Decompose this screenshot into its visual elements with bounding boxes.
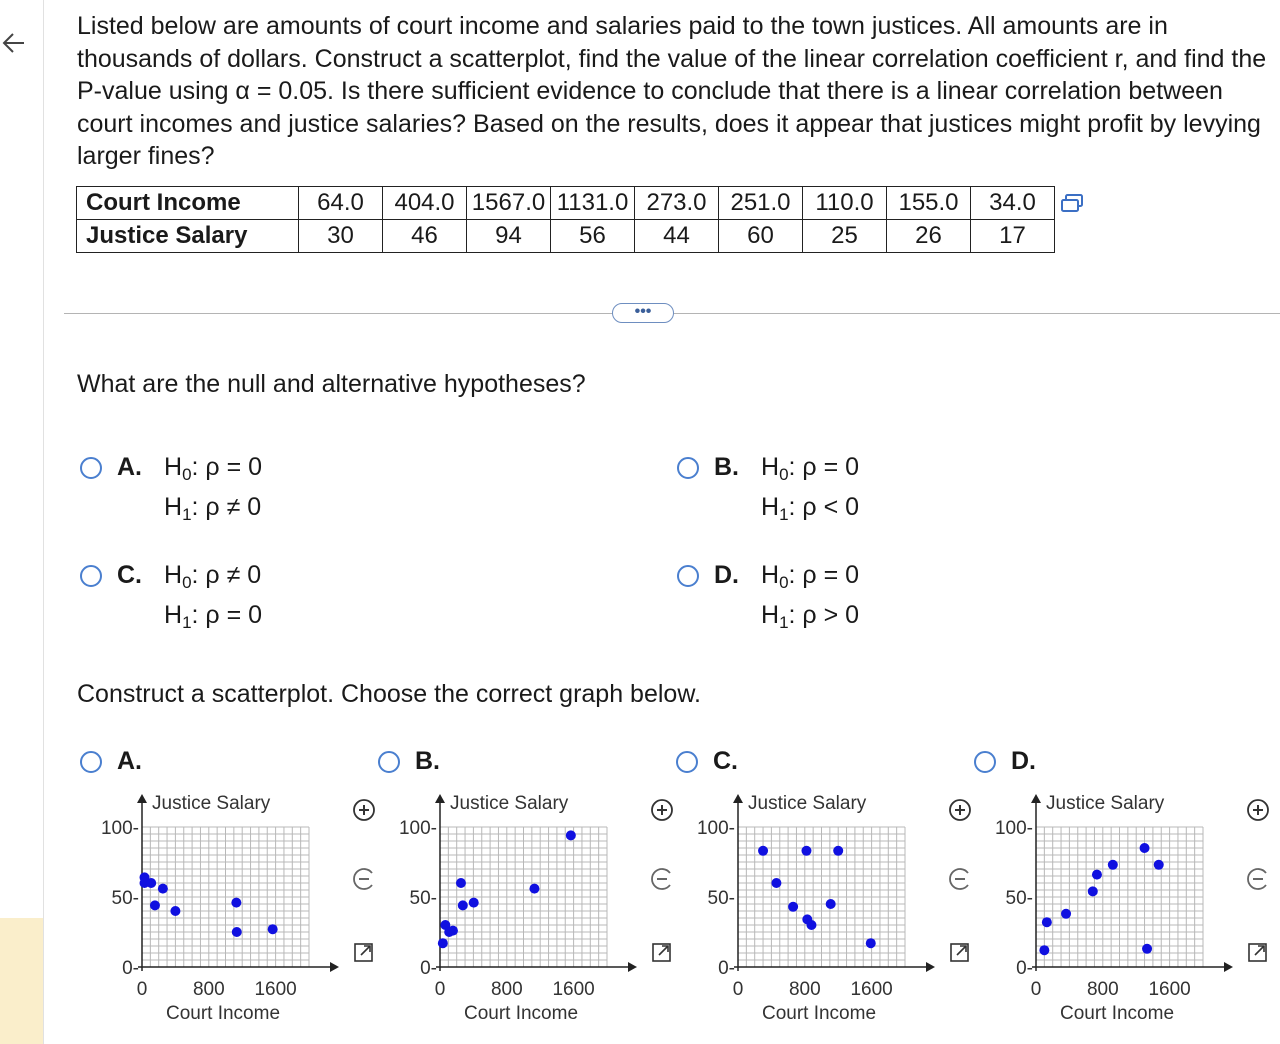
scatterplot-d: [974, 790, 1264, 1040]
alternative-hypothesis: $H_1$: ρ < 0: [761, 493, 860, 524]
zoom-out-icon[interactable]: [1245, 866, 1271, 892]
option-letter: C.: [117, 561, 142, 589]
data-point: [1140, 843, 1150, 853]
y-tick-label: 100-: [398, 818, 437, 839]
table-cell: 251.0: [719, 187, 803, 220]
table-cell: 60: [719, 220, 803, 253]
graph-option-b-letter: B.: [415, 747, 440, 775]
left-highlight-bar: [0, 918, 43, 1044]
y-axis-arrow: [1031, 794, 1041, 803]
zoom-in-icon[interactable]: [351, 797, 377, 823]
scatterplot-a: [80, 790, 370, 1040]
table-cell: 25: [803, 220, 887, 253]
null-hypothesis: $H_0$: ρ = 0: [761, 453, 860, 484]
table-cell: 1131.0: [551, 187, 635, 220]
data-point: [469, 898, 479, 908]
scatterplot-prompt: Construct a scatterplot. Choose the correct graph below.: [77, 680, 701, 708]
data-point: [529, 884, 539, 894]
question-text: Listed below are amounts of court income and salaries paid to the town justices. All amounts are in thousands of dollars. Construct a scatterplot, find the value of the linear correlation coefficient r, and find the P-value using α = 0.05. Is there sufficient evidence to conclude that there is a linear correlation between court incomes and justice salaries? Based on the results, does it appear that justices might profit by levying larger fines?: [77, 12, 1267, 170]
table-cell: 17: [971, 220, 1055, 253]
table-cell: 273.0: [635, 187, 719, 220]
data-point: [1092, 870, 1102, 880]
scatterplot-c: [676, 790, 966, 1040]
table-cell: 34.0: [971, 187, 1055, 220]
data-point: [268, 924, 278, 934]
data-point: [1108, 860, 1118, 870]
table-cell: 110.0: [803, 187, 887, 220]
data-point: [826, 899, 836, 909]
zoom-in-icon[interactable]: [649, 797, 675, 823]
graph-option-c-letter: C.: [713, 747, 738, 775]
data-point: [802, 914, 812, 924]
data-point: [448, 926, 458, 936]
x-tick-label: 800: [1086, 979, 1119, 1000]
data-point: [231, 898, 241, 908]
data-point: [232, 927, 242, 937]
expand-icon[interactable]: [1245, 940, 1271, 966]
data-point: [1042, 917, 1052, 927]
graph-option-a-letter: A.: [117, 747, 142, 775]
table-cell: 26: [887, 220, 971, 253]
data-point: [566, 830, 576, 840]
table-cell: 56: [551, 220, 635, 253]
hypotheses-prompt: What are the null and alternative hypotheses?: [77, 370, 586, 398]
x-tick-label: 1600: [254, 979, 297, 1000]
table-cell: 1567.0: [467, 187, 551, 220]
y-tick-label: 0-: [122, 958, 139, 979]
graph-option-d-radio[interactable]: [974, 751, 996, 773]
y-axis-arrow: [733, 794, 743, 803]
data-point: [1088, 886, 1098, 896]
y-axis-title: Justice Salary: [748, 793, 867, 814]
x-axis-arrow: [628, 962, 637, 972]
x-tick-label: 0: [732, 979, 744, 1000]
expand-icon[interactable]: [351, 940, 377, 966]
row-label: Justice Salary: [77, 220, 299, 253]
alternative-hypothesis: $H_1$: ρ = 0: [164, 601, 263, 632]
x-tick-label: 0: [1030, 979, 1042, 1000]
x-tick-label: 0: [136, 979, 148, 1000]
table-cell: 46: [383, 220, 467, 253]
expand-icon[interactable]: [649, 940, 675, 966]
data-point: [458, 900, 468, 910]
x-tick-label: 800: [192, 979, 225, 1000]
data-point: [788, 902, 798, 912]
x-axis-title: Court Income: [165, 1003, 281, 1024]
y-tick-label: 100-: [696, 818, 735, 839]
data-point: [866, 938, 876, 948]
y-tick-label: 50-: [1005, 888, 1033, 909]
y-axis-arrow: [435, 794, 445, 803]
null-hypothesis: $H_0$: ρ = 0: [761, 561, 860, 592]
back-arrow-icon[interactable]: [0, 28, 30, 58]
data-point: [438, 938, 448, 948]
y-axis-title: Justice Salary: [1046, 793, 1165, 814]
data-point: [146, 878, 156, 888]
plot-grid: [1036, 827, 1203, 967]
graph-option-c-radio[interactable]: [676, 751, 698, 773]
alternative-hypothesis: $H_1$: ρ ≠ 0: [164, 493, 262, 524]
y-tick-label: 50-: [707, 888, 735, 909]
y-tick-label: 0-: [420, 958, 437, 979]
y-axis-arrow: [137, 794, 147, 803]
zoom-in-icon[interactable]: [947, 797, 973, 823]
y-axis-title: Justice Salary: [152, 793, 271, 814]
y-tick-label: 100-: [100, 818, 139, 839]
table-cell: 64.0: [299, 187, 383, 220]
zoom-out-icon[interactable]: [649, 866, 675, 892]
plot-grid: [142, 827, 309, 967]
y-tick-label: 50-: [111, 888, 139, 909]
option-letter: D.: [714, 561, 739, 589]
table-row-justice-salary: [77, 220, 1055, 253]
y-tick-label: 0-: [1016, 958, 1033, 979]
data-point: [150, 900, 160, 910]
row-label: Court Income: [77, 187, 299, 220]
expand-more-button[interactable]: •••: [612, 303, 674, 323]
data-point: [801, 846, 811, 856]
x-tick-label: 1600: [1148, 979, 1191, 1000]
data-point: [456, 878, 466, 888]
null-hypothesis: $H_0$: ρ ≠ 0: [164, 561, 262, 592]
data-point: [1061, 909, 1071, 919]
plot-grid: [440, 827, 607, 967]
graph-option-b-radio[interactable]: [378, 751, 400, 773]
y-tick-label: 0-: [718, 958, 735, 979]
option-letter: A.: [117, 453, 142, 481]
zoom-in-icon[interactable]: [1245, 797, 1271, 823]
null-hypothesis: $H_0$: ρ = 0: [164, 453, 263, 484]
zoom-out-icon[interactable]: [351, 866, 377, 892]
graph-option-a-radio[interactable]: [80, 751, 102, 773]
x-tick-label: 1600: [850, 979, 893, 1000]
zoom-out-icon[interactable]: [947, 866, 973, 892]
x-axis-arrow: [1224, 962, 1233, 972]
data-point: [771, 878, 781, 888]
data-point: [158, 884, 168, 894]
x-tick-label: 0: [434, 979, 446, 1000]
expand-icon[interactable]: [947, 940, 973, 966]
data-point: [1142, 944, 1152, 954]
left-rail: [0, 0, 44, 1044]
x-axis-arrow: [330, 962, 339, 972]
table-cell: 94: [467, 220, 551, 253]
y-tick-label: 50-: [409, 888, 437, 909]
alternative-hypothesis: $H_1$: ρ > 0: [761, 601, 860, 632]
data-point: [833, 846, 843, 856]
copy-icon[interactable]: [1060, 193, 1086, 215]
data-point: [1154, 860, 1164, 870]
option-letter: B.: [714, 453, 739, 481]
data-point: [170, 906, 180, 916]
table-cell: 30: [299, 220, 383, 253]
table-cell: 44: [635, 220, 719, 253]
scatterplot-b: [378, 790, 668, 1040]
y-tick-label: 100-: [994, 818, 1033, 839]
x-axis-title: Court Income: [1059, 1003, 1175, 1024]
radio-button[interactable]: [80, 565, 102, 587]
radio-button[interactable]: [80, 457, 102, 479]
x-tick-label: 800: [490, 979, 523, 1000]
y-axis-title: Justice Salary: [450, 793, 569, 814]
table-cell: 155.0: [887, 187, 971, 220]
graph-option-d-letter: D.: [1011, 747, 1036, 775]
radio-button[interactable]: [677, 565, 699, 587]
data-table: [76, 186, 1055, 253]
x-axis-arrow: [926, 962, 935, 972]
table-cell: 404.0: [383, 187, 467, 220]
radio-button[interactable]: [677, 457, 699, 479]
x-tick-label: 800: [788, 979, 821, 1000]
x-tick-label: 1600: [552, 979, 595, 1000]
table-row-court-income: [77, 187, 1055, 220]
data-point: [758, 846, 768, 856]
x-axis-title: Court Income: [761, 1003, 877, 1024]
x-axis-title: Court Income: [463, 1003, 579, 1024]
data-point: [1039, 945, 1049, 955]
